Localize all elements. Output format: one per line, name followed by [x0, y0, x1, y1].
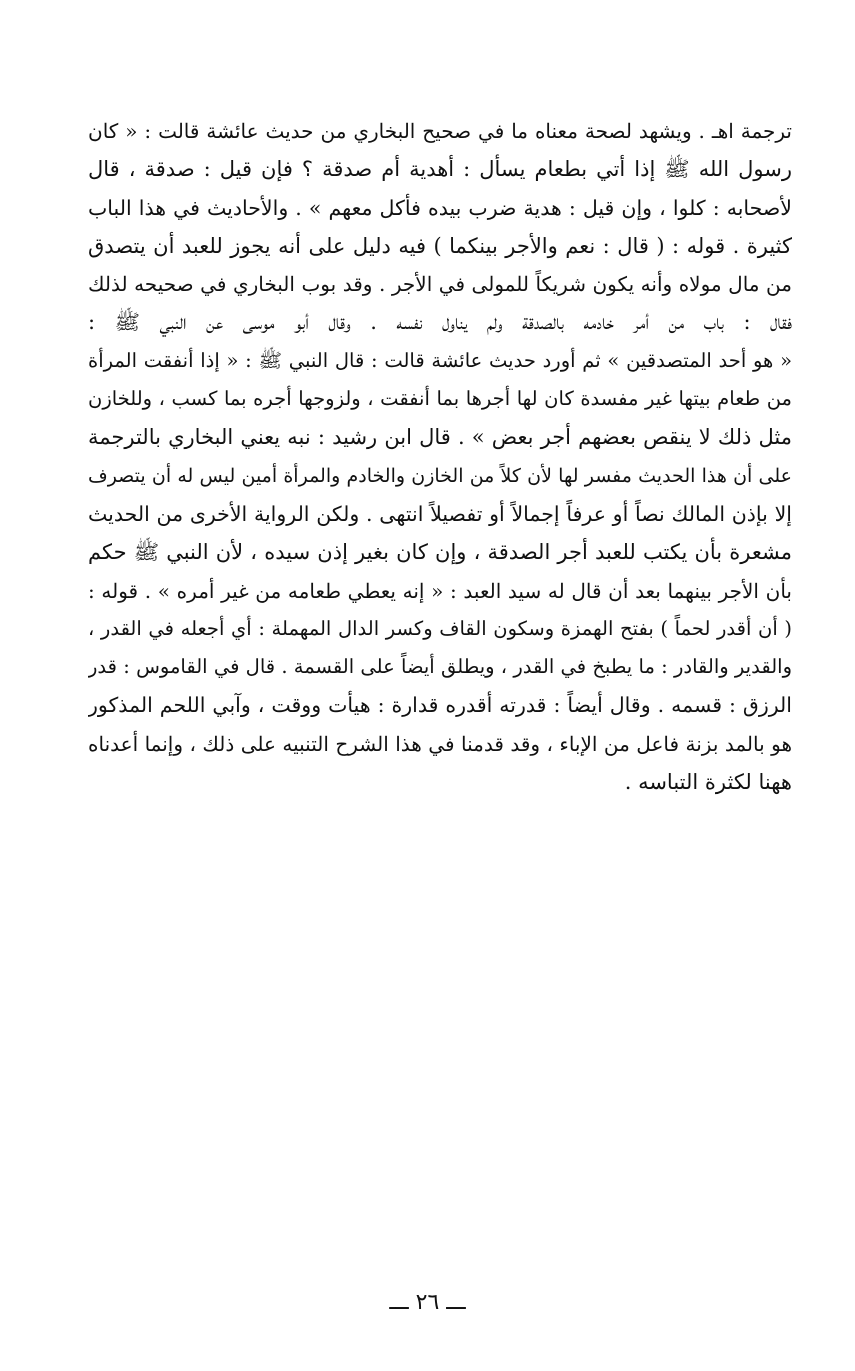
text-line: كثيرة . قوله : ( قال : نعم والأجر بينكما ) فيه دليل على أنه يجوز للعبد أن يتصدق — [88, 233, 792, 258]
text-line: لأصحابه : كلوا ، وإن قيل : هدية ضرب بيده فأكل معهم » . والأحاديث في هذا الباب — [88, 195, 792, 220]
text-line: « هو أحد المتصدقين » ثم أورد حديث عائشة قالت : قال النبي ﷺ : « إذا أنفقت المرأة — [88, 348, 792, 372]
text-line: ترجمة اهـ . ويشهد لصحة معناه ما في صحيح البخاري من حديث عائشة قالت : « كان — [88, 119, 792, 143]
text-line: مثل ذلك لا ينقص بعضهم أجر بعض » . قال ابن رشيد : نبه يعني البخاري بالترجمة — [88, 425, 792, 450]
main-text — [88, 112, 792, 801]
text-line: فقال : باب من أمر خادمه بالصدقة ولم يناول نفسه . وقال أبو موسى عن النبي ﷺ : — [88, 310, 792, 335]
text-line: هو بالمد بزنة فاعل من الإباء ، وقد قدمنا في هذا الشرح التنبيه على ذلك ، وإنما أعدناه — [88, 731, 792, 756]
text-line: على أن هذا الحديث مفسر لها لأن كلاً من الخازن والخادم والمرأة أمين ليس له أن يتصرف — [88, 464, 792, 487]
text-line: ههنا لكثرة التباسه . — [624, 770, 792, 795]
text-line: الرزق : قسمه . وقال أيضاً : قدرته أقدره قدارة : هيأت ووقت ، وآبي اللحم المذكور — [88, 693, 792, 718]
text-line: والقدير والقادر : ما يطبخ في القدر ، ويطلق أيضاً على القسمة . قال في القاموس : قدر — [88, 655, 792, 679]
text-line: إلا بإذن المالك نصاً أو عرفاً إجمالاً أو تفصيلاً انتهى . ولكن الرواية الأخرى من الحديث — [88, 501, 792, 526]
text-line: رسول الله ﷺ إذا أتي بطعام يسأل : أهدية أم صدقة ؟ فإن قيل : صدقة ، قال — [88, 157, 792, 182]
page-number: ـــ ٢٦ ـــ — [389, 1290, 466, 1315]
text-line: ( أن أقدر لحماً ) بفتح الهمزة وسكون القاف وكسر الدال المهملة : أي أجعله في القدر ، — [88, 616, 792, 640]
text-line: من مال مولاه وأنه يكون شريكاً للمولى في الأجر . وقد بوب البخاري في صحيحه لذلك — [88, 272, 792, 297]
text-line: مشعرة بأن يكتب للعبد أجر الصدقة ، وإن كان بغير إذن سيده ، لأن النبي ﷺ حكم — [88, 540, 792, 565]
text-line: من طعام بيتها غير مفسدة كان لها أجرها بما أنفقت ، ولزوجها أجره بما كسب ، وللخازن — [88, 387, 792, 411]
text-line: بأن الأجر بينهما بعد أن قال له سيد العبد : « إنه يعطي طعامه من غير أمره » . قوله : — [88, 578, 792, 603]
